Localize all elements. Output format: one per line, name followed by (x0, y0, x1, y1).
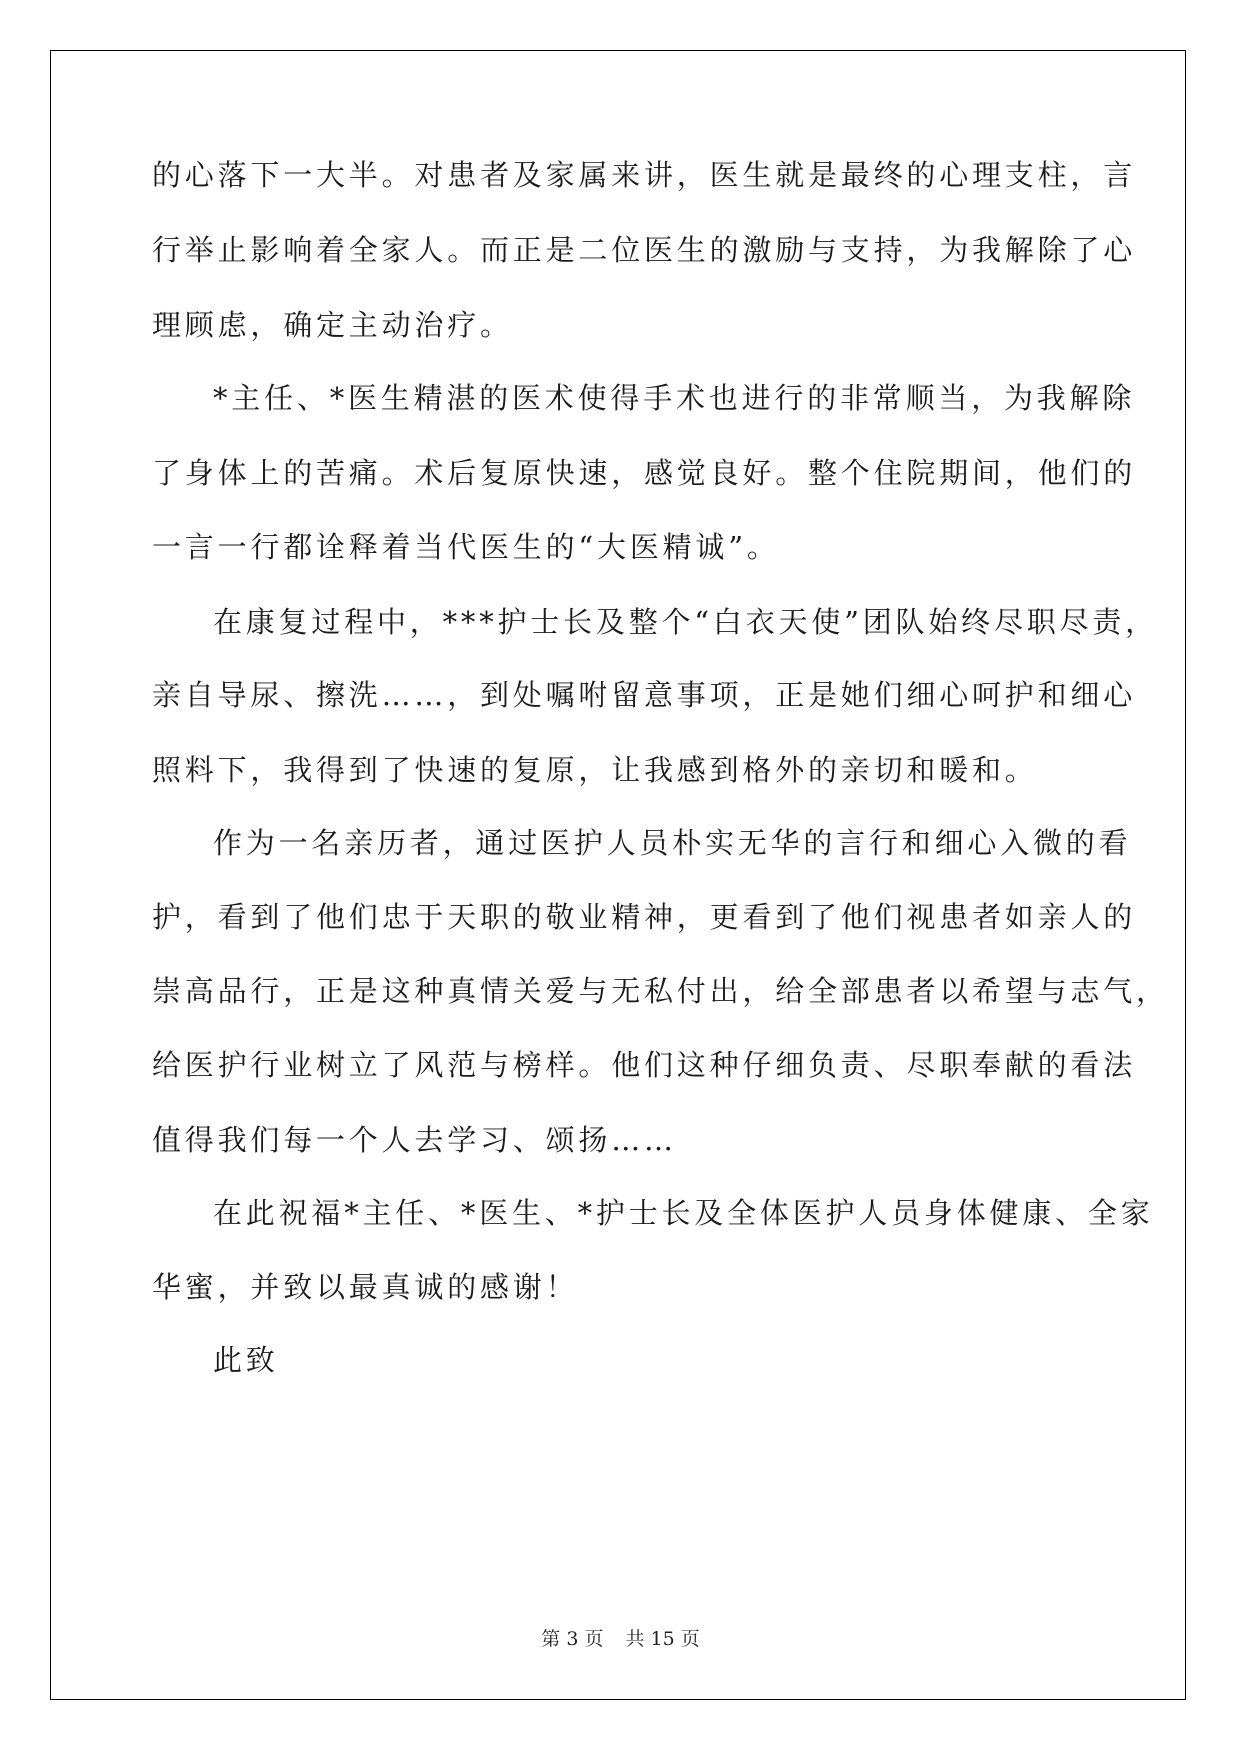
body-line: 的心落下一大半。对患者及家属来讲，医生就是最终的心理支柱，言 (152, 158, 1137, 192)
page-number: 第 3 页 (541, 1628, 604, 1650)
body-line: 华蜜，并致以最真诚的感谢！ (152, 1270, 579, 1304)
body-line: 在康复过程中，***护士长及整个“白衣天使”团队始终尽职尽责， (213, 605, 1158, 639)
body-line: 给医护行业树立了风范与榜样。他们这种仔细负责、尽职奉献的看法 (152, 1048, 1137, 1082)
body-line: 一言一行都诠释着当代医生的“大医精诚”。 (152, 530, 780, 564)
page-total: 共 15 页 (625, 1628, 700, 1650)
body-line: 崇高品行，正是这种真情关爱与无私付出，给全部患者以希望与志气， (152, 974, 1169, 1008)
body-line: 在此祝福*主任、*医生、*护士长及全体医护人员身体健康、全家 (213, 1196, 1154, 1230)
body-line: 理顾虑，确定主动治疗。 (152, 308, 513, 342)
body-line: 值得我们每一个人去学习、颂扬…… (152, 1123, 677, 1157)
page-border (50, 50, 1186, 1700)
body-line: 行举止影响着全家人。而正是二位医生的激励与支持，为我解除了心 (152, 233, 1137, 267)
body-line: 此致 (213, 1343, 279, 1377)
page-footer (0, 1624, 1241, 1651)
body-line: 了身体上的苦痛。术后复原快速，感觉良好。整个住院期间，他们的 (152, 456, 1137, 490)
body-line: 亲自导尿、擦洗……，到处嘱咐留意事项，正是她们细心呵护和细心 (152, 678, 1137, 712)
body-line: 作为一名亲历者，通过医护人员朴实无华的言行和细心入微的看 (213, 826, 1132, 860)
body-line: 照料下，我得到了快速的复原，让我感到格外的亲切和暖和。 (152, 753, 1038, 787)
body-line: 护，看到了他们忠于天职的敬业精神，更看到了他们视患者如亲人的 (152, 900, 1137, 934)
body-line: *主任、*医生精湛的医术使得手术也进行的非常顺当，为我解除 (213, 381, 1136, 415)
